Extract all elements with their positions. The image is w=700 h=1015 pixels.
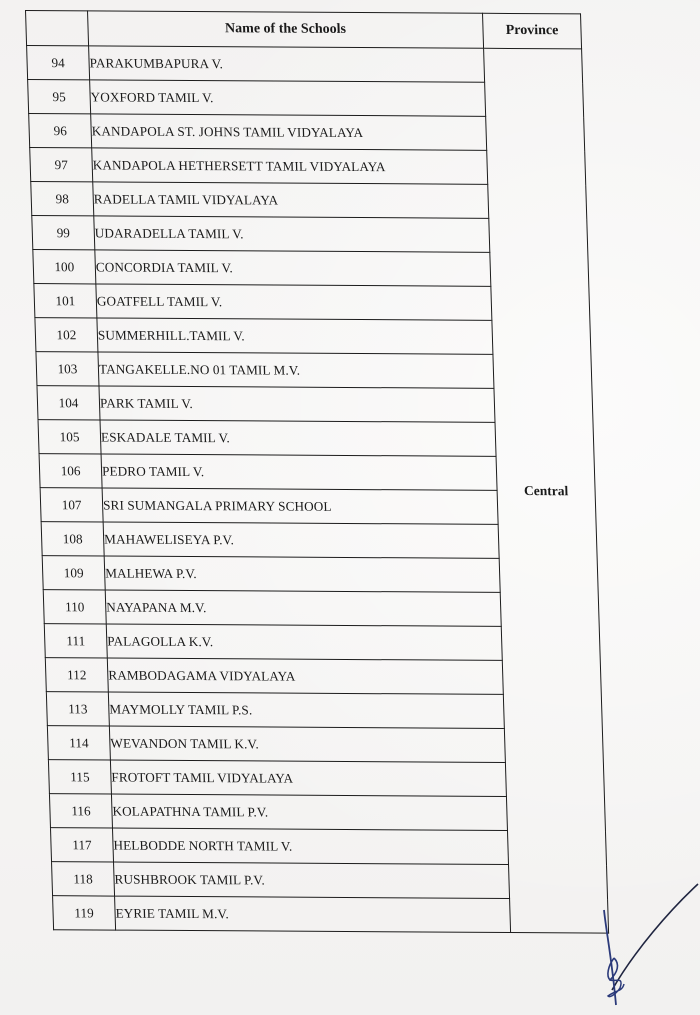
school-name: GOATFELL TAMIL V. — [96, 284, 492, 320]
row-number: 106 — [39, 454, 102, 488]
school-name: RAMBODAGAMA VIDYALAYA — [107, 658, 503, 694]
school-name: PEDRO TAMIL V. — [101, 454, 497, 490]
row-number: 102 — [35, 318, 98, 352]
school-name: KANDAPOLA HETHERSETT TAMIL VIDYALAYA — [92, 148, 488, 184]
school-name: RADELLA TAMIL VIDYALAYA — [93, 182, 489, 218]
school-name: UDARADELLA TAMIL V. — [94, 216, 490, 252]
school-name: FROTOFT TAMIL VIDYALAYA — [110, 760, 506, 796]
row-number: 117 — [50, 828, 113, 862]
row-number: 111 — [44, 624, 107, 658]
school-name: SRI SUMANGALA PRIMARY SCHOOL — [102, 488, 498, 524]
school-name: MALHEWA P.V. — [104, 556, 500, 592]
header-school-name: Name of the Schools — [88, 11, 484, 48]
table-row — [27, 46, 583, 83]
row-number: 103 — [36, 352, 99, 386]
school-name: MAHAWELISEYA P.V. — [103, 522, 499, 558]
row-number: 104 — [37, 386, 100, 420]
row-number: 114 — [47, 726, 110, 760]
school-name: SUMMERHILL.TAMIL V. — [97, 318, 493, 354]
row-number: 97 — [30, 148, 93, 182]
school-name: EYRIE TAMIL M.V. — [115, 896, 511, 932]
school-name: NAYAPANA M.V. — [105, 590, 501, 626]
row-number: 107 — [40, 488, 103, 522]
row-number: 100 — [33, 250, 96, 284]
school-name: WEVANDON TAMIL K.V. — [109, 726, 505, 762]
school-name: PALAGOLLA K.V. — [106, 624, 502, 660]
school-name: RUSHBROOK TAMIL P.V. — [114, 862, 510, 898]
school-name: HELBODDE NORTH TAMIL V. — [112, 828, 508, 864]
row-number: 105 — [38, 420, 101, 454]
row-number: 113 — [46, 692, 109, 726]
row-number: 119 — [53, 896, 116, 930]
row-number: 108 — [41, 522, 104, 556]
header-province: Province — [483, 13, 582, 49]
schools-table — [25, 10, 609, 934]
row-number: 94 — [27, 46, 90, 80]
school-name: MAYMOLLY TAMIL P.S. — [108, 692, 504, 728]
row-number: 99 — [32, 216, 95, 250]
school-name: KOLAPATHNA TAMIL P.V. — [111, 794, 507, 830]
school-name: TANGAKELLE.NO 01 TAMIL M.V. — [98, 352, 494, 388]
row-number: 112 — [45, 658, 108, 692]
row-number: 109 — [42, 556, 105, 590]
row-number: 116 — [49, 794, 112, 828]
signature-mark — [590, 880, 700, 1010]
table-header-row — [26, 11, 582, 49]
school-name: YOXFORD TAMIL V. — [90, 80, 486, 116]
row-number: 110 — [43, 590, 106, 624]
province-cell: Central — [484, 48, 609, 933]
school-name: ESKADALE TAMIL V. — [100, 420, 496, 456]
row-number: 96 — [29, 114, 92, 148]
header-number — [26, 11, 89, 46]
school-list-sheet — [25, 10, 608, 934]
row-number: 98 — [31, 182, 94, 216]
row-number: 95 — [28, 80, 91, 114]
row-number: 118 — [52, 862, 115, 896]
row-number: 115 — [48, 760, 111, 794]
school-name: PARAKUMBAPURA V. — [89, 46, 485, 82]
school-name: PARK TAMIL V. — [99, 386, 495, 422]
school-name: CONCORDIA TAMIL V. — [95, 250, 491, 286]
row-number: 101 — [34, 284, 97, 318]
school-name: KANDAPOLA ST. JOHNS TAMIL VIDYALAYA — [91, 114, 487, 150]
